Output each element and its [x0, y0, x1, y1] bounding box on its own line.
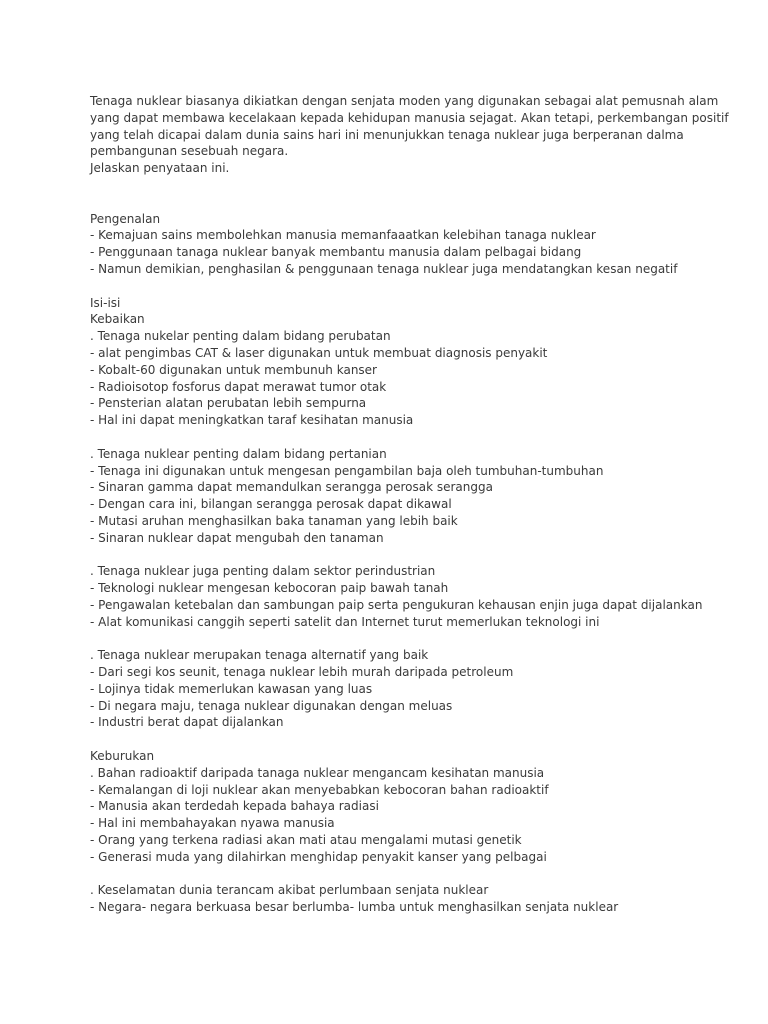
- text-line: . Tenaga nukelar penting dalam bidang perubatan: [90, 329, 391, 344]
- text-line: . Tenaga nuklear penting dalam bidang pertanian: [90, 446, 387, 461]
- text-line: - Kemalangan di loji nuklear akan menyebabkan kebocoran bahan radioaktif: [90, 782, 549, 797]
- text-line: . Bahan radioaktif daripada tanaga nuklear mengancam kesihatan manusia: [90, 765, 545, 780]
- section-pengenalan: [90, 211, 740, 278]
- section-heading: Kebaikan: [90, 312, 145, 327]
- text-line: - alat pengimbas CAT & laser digunakan untuk membuat diagnosis penyakit: [90, 345, 548, 360]
- text-line: . Tenaga nuklear juga penting dalam sektor perindustrian: [90, 564, 436, 579]
- text-line: - Pensterian alatan perubatan lebih sempurna: [90, 396, 367, 411]
- text-line: - Negara- negara berkuasa besar berlumba- lumba untuk menghasilkan senjata nuklear: [90, 900, 619, 915]
- text-line: Jelaskan penyataan ini.: [90, 161, 230, 176]
- section-heading: Keburukan: [90, 749, 155, 764]
- text-line: - Di negara maju, tenaga nuklear digunakan dengan meluas: [90, 698, 453, 713]
- text-line: - Dengan cara ini, bilangan serangga perosak dapat dikawal: [90, 497, 452, 512]
- section-heading: Isi-isi: [90, 295, 121, 310]
- section-tenaga-alternatif: [90, 647, 740, 731]
- text-line: - Industri berat dapat dijalankan: [90, 715, 284, 730]
- text-line: - Manusia akan terdedah kepada bahaya radiasi: [90, 799, 379, 814]
- text-line: - Mutasi aruhan menghasilkan baka tanaman yang lebih baik: [90, 513, 458, 528]
- text-line: - Tenaga ini digunakan untuk mengesan pengambilan baja oleh tumbuhan-tumbuhan: [90, 463, 604, 478]
- section-perindustrian: [90, 563, 740, 630]
- text-line: - Alat komunikasi canggih seperti satelit dan Internet turut memerlukan teknologi ini: [90, 614, 600, 629]
- text-line: yang dapat membawa kecelakaan kepada kehidupan manusia sejagat. Akan tetapi, perkembangan positif: [90, 110, 729, 125]
- text-line: - Lojinya tidak memerlukan kawasan yang luas: [90, 681, 373, 696]
- text-line: . Tenaga nuklear merupakan tenaga alternatif yang baik: [90, 648, 429, 663]
- text-line: - Kobalt-60 digunakan untuk membunuh kanser: [90, 362, 377, 377]
- text-line: - Radioisotop fosforus dapat merawat tumor otak: [90, 379, 387, 394]
- text-line: . Keselamatan dunia terancam akibat perlumbaan senjata nuklear: [90, 883, 489, 898]
- text-line: - Kemajuan sains membolehkan manusia memanfaaatkan kelebihan tanaga nuklear: [90, 228, 596, 243]
- text-line: - Hal ini membahayakan nyawa manusia: [90, 816, 335, 831]
- essay-question: [90, 93, 740, 177]
- text-line: - Dari segi kos seunit, tenaga nuklear lebih murah daripada petroleum: [90, 665, 514, 680]
- text-line: Tenaga nuklear biasanya dikiatkan dengan senjata moden yang digunakan sebagai alat pemusnah alam: [90, 94, 719, 108]
- text-line: - Namun demikian, penghasilan & penggunaan tenaga nuklear juga mendatangkan kesan negatif: [90, 261, 678, 276]
- text-line: - Pengawalan ketebalan dan sambungan paip serta pengukuran kehausan enjin juga dapat dijalankan: [90, 597, 703, 612]
- text-line: - Penggunaan tanaga nuklear banyak membantu manusia dalam pelbagai bidang: [90, 245, 582, 260]
- text-line: - Hal ini dapat meningkatkan taraf kesihatan manusia: [90, 413, 414, 428]
- document-page: [90, 93, 740, 916]
- section-heading: Pengenalan: [90, 211, 161, 226]
- text-line: pembangunan sesebuah negara.: [90, 144, 289, 159]
- section-perubatan: [90, 295, 740, 429]
- text-line: - Sinaran gamma dapat memandulkan serangga perosak serangga: [90, 480, 493, 495]
- text-line: - Generasi muda yang dilahirkan menghidap penyakit kanser yang pelbagai: [90, 849, 547, 864]
- text-line: - Sinaran nuklear dapat mengubah den tanaman: [90, 530, 384, 545]
- section-keburukan: [90, 748, 740, 866]
- text-line: yang telah dicapai dalam dunia sains hari ini menunjukkan tenaga nuklear juga berperanan dalma: [90, 127, 684, 142]
- text-line: - Orang yang terkena radiasi akan mati atau mengalami mutasi genetik: [90, 833, 522, 848]
- section-pertanian: [90, 446, 740, 547]
- text-line: - Teknologi nuklear mengesan kebocoran paip bawah tanah: [90, 581, 449, 596]
- section-keselamatan-dunia: [90, 882, 740, 916]
